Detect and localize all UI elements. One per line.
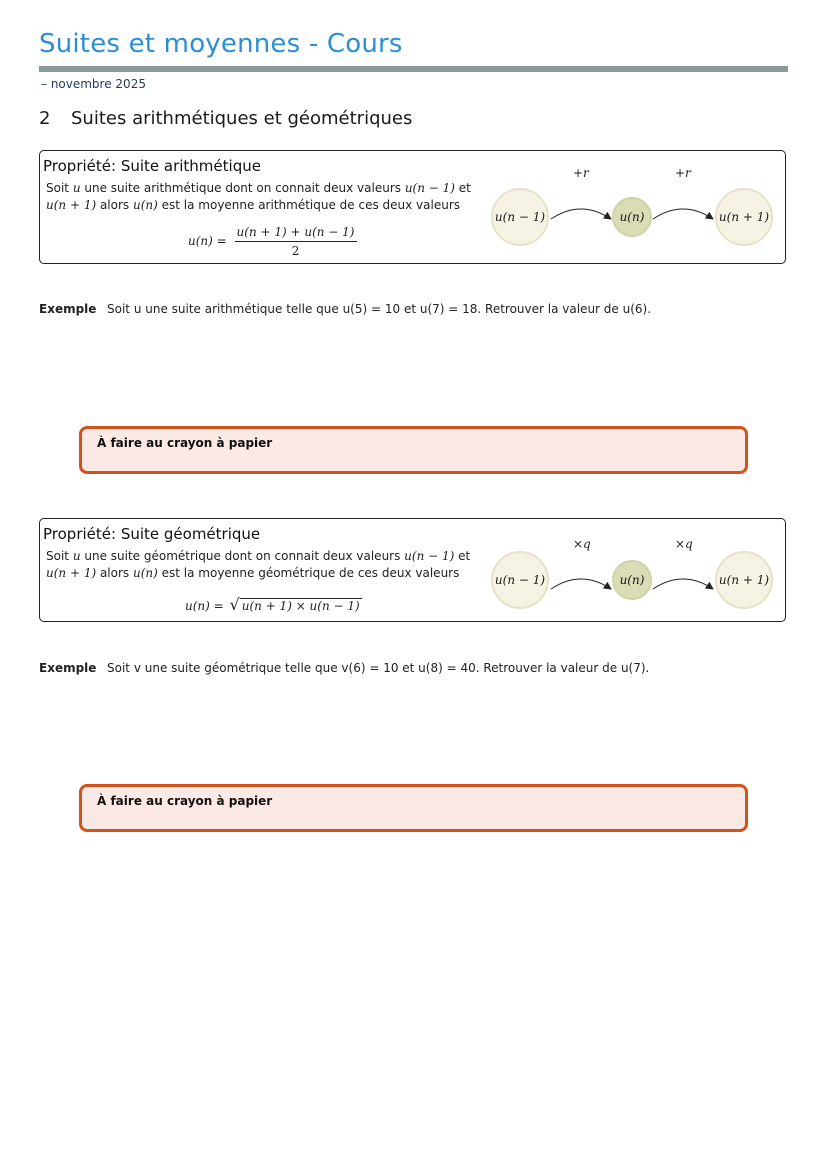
formula-sqrt: √ u(n + 1) × u(n − 1) [229, 595, 360, 614]
node-previous: u(n − 1) [491, 551, 549, 609]
pencil-work-box [79, 784, 748, 832]
chain-arrow-2 [653, 209, 713, 219]
node-previous: u(n − 1) [491, 188, 549, 246]
formula-numerator: u(n + 1) + u(n − 1) [235, 225, 357, 242]
geometric-property-box [39, 518, 786, 622]
section-title: Suites arithmétiques et géométriques [71, 108, 413, 129]
property-text: Soit u une suite géométrique dont on connait deux valeurs u(n − 1) et u(n + 1) alors u(n) est la moyenne géométrique de ces deux valeurs [46, 549, 471, 580]
arithmetic-mean-formula [188, 225, 357, 258]
formula-denominator: 2 [291, 244, 300, 258]
property-text: Soit u une suite arithmétique dont on connait deux valeurs u(n − 1) et u(n + 1) alors u(n) est la moyenne arithmétique de ces deux valeurs [46, 181, 471, 212]
arithmetic-property-box [39, 150, 786, 264]
title-rule [39, 66, 788, 72]
document-title: Suites et moyennes - Cours [39, 29, 403, 59]
example-text: Soit u une suite arithmétique telle que u(5) = 10 et u(7) = 18. Retrouver la valeur de u(6). [107, 302, 652, 316]
example-text: Soit v une suite géométrique telle que v(6) = 10 et u(8) = 40. Retrouver la valeur de u(7). [107, 661, 650, 675]
geometric-example [39, 661, 649, 675]
pencil-work-label: À faire au crayon à papier [97, 436, 273, 450]
pencil-work-box [79, 426, 748, 474]
property-title: Propriété: Suite géométrique [43, 525, 261, 543]
pencil-work-label: À faire au crayon à papier [97, 794, 273, 808]
formula-radicand: u(n + 1) × u(n − 1) [241, 599, 360, 613]
example-lead: Exemple [39, 661, 97, 675]
edge-label-1: +r [573, 166, 589, 180]
section-heading [39, 108, 412, 129]
property-title: Propriété: Suite arithmétique [43, 157, 261, 175]
formula-lhs: u(n) = [188, 234, 227, 248]
chain-arrow-1 [551, 209, 611, 219]
chain-arrow-1 [551, 579, 611, 589]
geometric-mean-formula [185, 595, 362, 614]
document-date: – novembre 2025 [41, 77, 146, 91]
edge-label-2: +r [675, 166, 691, 180]
formula-fraction [235, 225, 357, 258]
section-number: 2 [39, 108, 51, 129]
node-next: u(n + 1) [715, 551, 773, 609]
example-lead: Exemple [39, 302, 97, 316]
edge-label-2: ×q [675, 537, 693, 551]
edge-label-1: ×q [573, 537, 591, 551]
formula-lhs: u(n) = [185, 599, 224, 613]
chain-arrow-2 [653, 579, 713, 589]
node-next: u(n + 1) [715, 188, 773, 246]
node-current: u(n) [612, 560, 652, 600]
arithmetic-example [39, 302, 651, 316]
node-current: u(n) [612, 197, 652, 237]
